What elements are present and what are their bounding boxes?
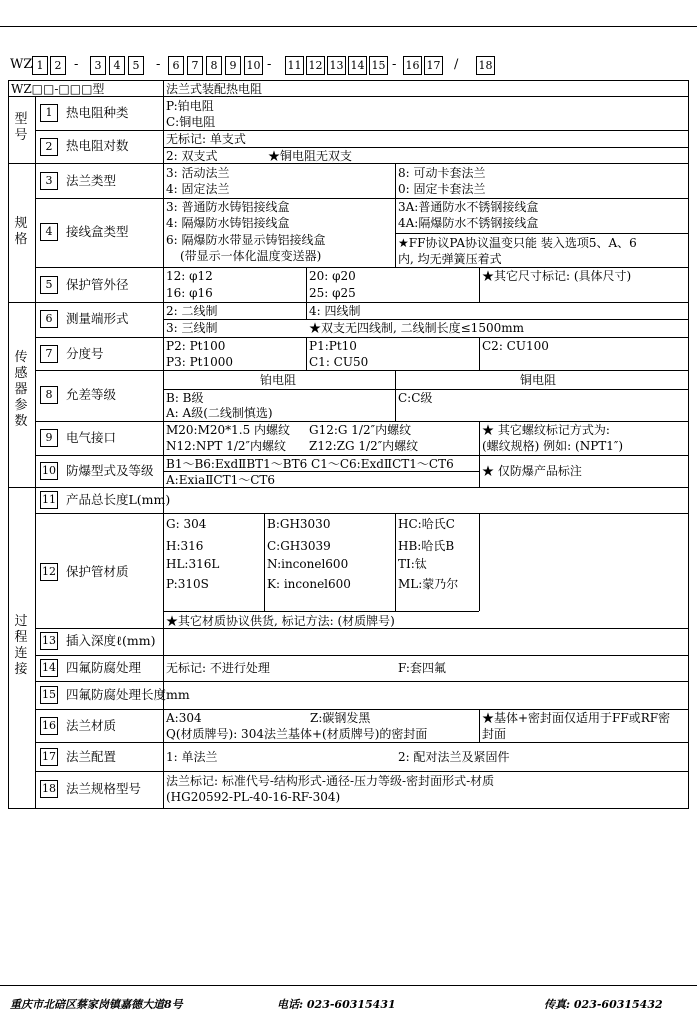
row-number: 12 — [40, 563, 58, 581]
row-divider — [35, 337, 689, 338]
row-divider — [35, 421, 689, 422]
code-dash: - — [156, 57, 161, 72]
row-number: 3 — [40, 172, 58, 190]
option: A:ExiaⅡCT1～CT6 — [166, 473, 276, 487]
row-divider — [35, 681, 689, 682]
col-divider — [479, 337, 480, 370]
row-divider — [35, 267, 689, 268]
col-divider — [395, 370, 396, 421]
option: Z12:ZG 1/2″内螺纹 — [309, 439, 419, 453]
row-divider — [35, 130, 689, 131]
row-divider — [35, 455, 689, 456]
code-box: 17 — [424, 56, 443, 75]
option: 6: 隔爆防水带显示铸铝接线盒 — [166, 233, 326, 247]
option: 3A:普通防水不锈钢接线盒 — [398, 200, 539, 214]
col-divider — [306, 267, 307, 302]
row-label: 保护管外径 — [66, 277, 129, 292]
option: C:GH3039 — [267, 539, 331, 553]
option: A: A级(二线制慎选) — [166, 406, 273, 420]
option: N12:NPT 1/2″内螺纹 — [166, 439, 287, 453]
row-number: 5 — [40, 276, 58, 294]
option: P3: Pt1000 — [166, 355, 234, 369]
option: 4A:隔爆防水不锈钢接线盒 — [398, 216, 539, 230]
option: M20:M20*1.5 内螺纹 — [166, 423, 291, 437]
row-label: 法兰材质 — [66, 718, 117, 733]
row-number: 2 — [40, 138, 58, 156]
row-number: 8 — [40, 386, 58, 404]
code-box: 9 — [225, 56, 241, 75]
option: ML:蒙乃尔 — [398, 577, 459, 591]
row-label: 保护管材质 — [66, 564, 129, 579]
model-description: 法兰式装配热电阻 — [166, 82, 263, 96]
sub-divider — [163, 611, 479, 612]
row-divider — [8, 302, 689, 303]
note: ★基体+密封面仅适用于FF或RF密 — [482, 711, 671, 725]
row-label: 插入深度ℓ(mm) — [66, 633, 156, 648]
row-label: 测量端形式 — [66, 311, 129, 326]
sub-divider — [395, 233, 689, 234]
option: 16: φ16 — [166, 286, 213, 300]
option: P2: Pt100 — [166, 339, 226, 353]
note: ★双支无四线制, 二线制长度≤1500mm — [309, 321, 524, 335]
option: B1～B6:ExdⅡBT1～BT6 C1～C6:ExdⅡCT1～CT6 — [166, 457, 454, 471]
col-divider — [395, 513, 396, 611]
col-divider — [479, 267, 480, 302]
option: G: 304 — [166, 517, 207, 531]
code-box: 15 — [369, 56, 388, 75]
option: HL:316L — [166, 557, 220, 571]
note: ★铜电阻无双支 — [268, 149, 353, 163]
option: 4: 隔爆防水铸铝接线盒 — [166, 216, 290, 230]
option: 25: φ25 — [309, 286, 356, 300]
option: K: inconel600 — [267, 577, 351, 591]
footer-fax: 传真: 023-60315432 — [544, 998, 663, 1011]
option: 3: 普通防水铸铝接线盒 — [166, 200, 290, 214]
row-number: 4 — [40, 223, 58, 241]
code-box: 11 — [285, 56, 304, 75]
code-box: 1 — [32, 56, 48, 75]
row-divider — [35, 370, 689, 371]
option: 2: 二线制 — [166, 304, 218, 318]
group-process: 过程连接 — [14, 614, 28, 677]
option: C2: CU100 — [482, 339, 549, 353]
row-label: 接线盒类型 — [66, 224, 129, 239]
row-label: 允差等级 — [66, 387, 117, 402]
row-number: 14 — [40, 659, 58, 677]
row-label: 法兰配置 — [66, 749, 117, 764]
option: Z:碳钢发黑 — [310, 711, 371, 725]
code-box: 12 — [306, 56, 325, 75]
code-box: 18 — [476, 56, 495, 75]
code-box: 5 — [128, 56, 144, 75]
option: 1: 单法兰 — [166, 750, 218, 764]
code-box: 6 — [168, 56, 184, 75]
row-number: 17 — [40, 748, 58, 766]
code-dash: - — [392, 57, 397, 72]
option: 法兰标记: 标准代号-结构形式-通径-压力等级-密封面形式-材质 — [166, 774, 495, 788]
option: HC:哈氏C — [398, 517, 455, 531]
option: C:C级 — [398, 391, 433, 405]
note: (螺纹规格) 例如: (NPT1″) — [482, 439, 624, 453]
option: 2: 双支式 — [166, 149, 218, 163]
code-box: 3 — [90, 56, 106, 75]
option: 8: 可动卡套法兰 — [398, 166, 486, 180]
top-rule — [0, 26, 697, 27]
model-label: WZ□□-□□□型 — [11, 82, 105, 96]
sub-divider — [163, 147, 689, 148]
group-model: 型号 — [14, 112, 28, 143]
row-divider — [35, 709, 689, 710]
option: C:铜电阻 — [166, 115, 216, 129]
row-divider — [35, 628, 689, 629]
row-label: 分度号 — [66, 346, 104, 361]
row-number: 18 — [40, 780, 58, 798]
code-box: 8 — [206, 56, 222, 75]
option: 12: φ12 — [166, 269, 213, 283]
option: F:套四氟 — [398, 661, 446, 675]
option: H:316 — [166, 539, 204, 553]
col-divider — [395, 163, 396, 267]
footer-phone: 电话: 023-60315431 — [277, 998, 396, 1011]
option: 无标记: 不进行处理 — [166, 661, 270, 675]
code-box: 16 — [403, 56, 422, 75]
row-divider — [35, 742, 689, 743]
option: A:304 — [166, 711, 202, 725]
row-label: 热电阻种类 — [66, 105, 129, 120]
column-header: 铜电阻 — [520, 373, 557, 387]
row-label: 产品总长度L(mm) — [66, 492, 171, 507]
code-slash: / — [454, 57, 459, 72]
option: 3: 活动法兰 — [166, 166, 230, 180]
row-number: 6 — [40, 310, 58, 328]
option: B:GH3030 — [267, 517, 331, 531]
row-divider — [8, 96, 689, 97]
row-divider — [8, 163, 689, 164]
row-divider — [8, 487, 689, 488]
col-divider — [479, 421, 480, 487]
note: 内, 均无弹簧压着式 — [398, 252, 502, 266]
col-divider — [306, 337, 307, 370]
option: 无标记: 单支式 — [166, 132, 246, 146]
row-number: 11 — [40, 491, 58, 509]
option: B: B级 — [166, 391, 204, 405]
note: ★其它尺寸标记: (具体尺寸) — [482, 269, 632, 283]
col-divider — [306, 302, 307, 319]
option: 3: 三线制 — [166, 321, 218, 335]
row-label: 法兰类型 — [66, 173, 117, 188]
code-box: 2 — [50, 56, 66, 75]
option: P1:Pt10 — [309, 339, 357, 353]
row-divider — [35, 198, 689, 199]
row-label: 四氟防腐处理 — [66, 660, 142, 675]
option: N:inconel600 — [267, 557, 349, 571]
code-box: 14 — [348, 56, 367, 75]
row-number: 13 — [40, 632, 58, 650]
option: P:铂电阻 — [166, 99, 214, 113]
col-divider — [479, 513, 480, 611]
option: HB:哈氏B — [398, 539, 455, 553]
row-number: 9 — [40, 429, 58, 447]
option: C1: CU50 — [309, 355, 369, 369]
row-label: 热电阻对数 — [66, 138, 129, 153]
option: (带显示一体化温度变送器) — [180, 249, 322, 263]
note: 封面 — [482, 727, 507, 741]
note: ★ 仅防爆产品标注 — [482, 464, 582, 478]
option: 2: 配对法兰及紧固件 — [398, 750, 510, 764]
group-sensor: 传感器参数 — [14, 350, 28, 429]
option: 4: 固定法兰 — [166, 182, 230, 196]
option: TI:钛 — [398, 557, 427, 571]
code-box: 4 — [109, 56, 125, 75]
row-number: 15 — [40, 686, 58, 704]
sub-divider — [163, 389, 689, 390]
option: P:310S — [166, 577, 209, 591]
note: ★其它材质协议供货, 标记方法: (材质牌号) — [166, 614, 395, 628]
row-number: 7 — [40, 345, 58, 363]
option: 20: φ20 — [309, 269, 356, 283]
group-spec: 规格 — [14, 216, 28, 247]
row-label: 法兰规格型号 — [66, 781, 142, 796]
code-box: 13 — [327, 56, 346, 75]
row-divider — [35, 771, 689, 772]
option: Q(材质牌号): 304法兰基体+(材质牌号)的密封面 — [166, 727, 428, 741]
sub-divider — [163, 319, 689, 320]
row-number: 1 — [40, 104, 58, 122]
code-dash: - — [267, 57, 272, 72]
code-dash: - — [74, 57, 79, 72]
row-label: 防爆型式及等级 — [66, 463, 154, 478]
code-box: 10 — [244, 56, 263, 75]
sub-divider — [163, 471, 479, 472]
footer-address: 重庆市北碚区蔡家岗镇嘉德大道8号 — [10, 998, 183, 1011]
option: 4: 四线制 — [309, 304, 361, 318]
option: (HG20592-PL-40-16-RF-304) — [166, 790, 341, 804]
row-number: 10 — [40, 462, 58, 480]
row-divider — [35, 655, 689, 656]
note: ★ 其它螺纹标记方式为: — [482, 423, 610, 437]
row-label: 四氟防腐处理长度mm — [66, 687, 190, 702]
code-box: 7 — [187, 56, 203, 75]
row-divider — [35, 513, 689, 514]
footer-rule — [0, 985, 697, 986]
col-divider — [264, 513, 265, 611]
note: ★FF协议PA协议温变只能 装入选项5、A、6 — [398, 236, 637, 250]
row-label: 电气接口 — [66, 430, 117, 445]
row-number: 16 — [40, 717, 58, 735]
option: G12:G 1/2″内螺纹 — [309, 423, 412, 437]
option: 0: 固定卡套法兰 — [398, 182, 486, 196]
column-header: 铂电阻 — [260, 373, 297, 387]
code-prefix: WZ — [10, 57, 33, 72]
col-divider — [479, 709, 480, 742]
col-divider — [35, 96, 36, 809]
